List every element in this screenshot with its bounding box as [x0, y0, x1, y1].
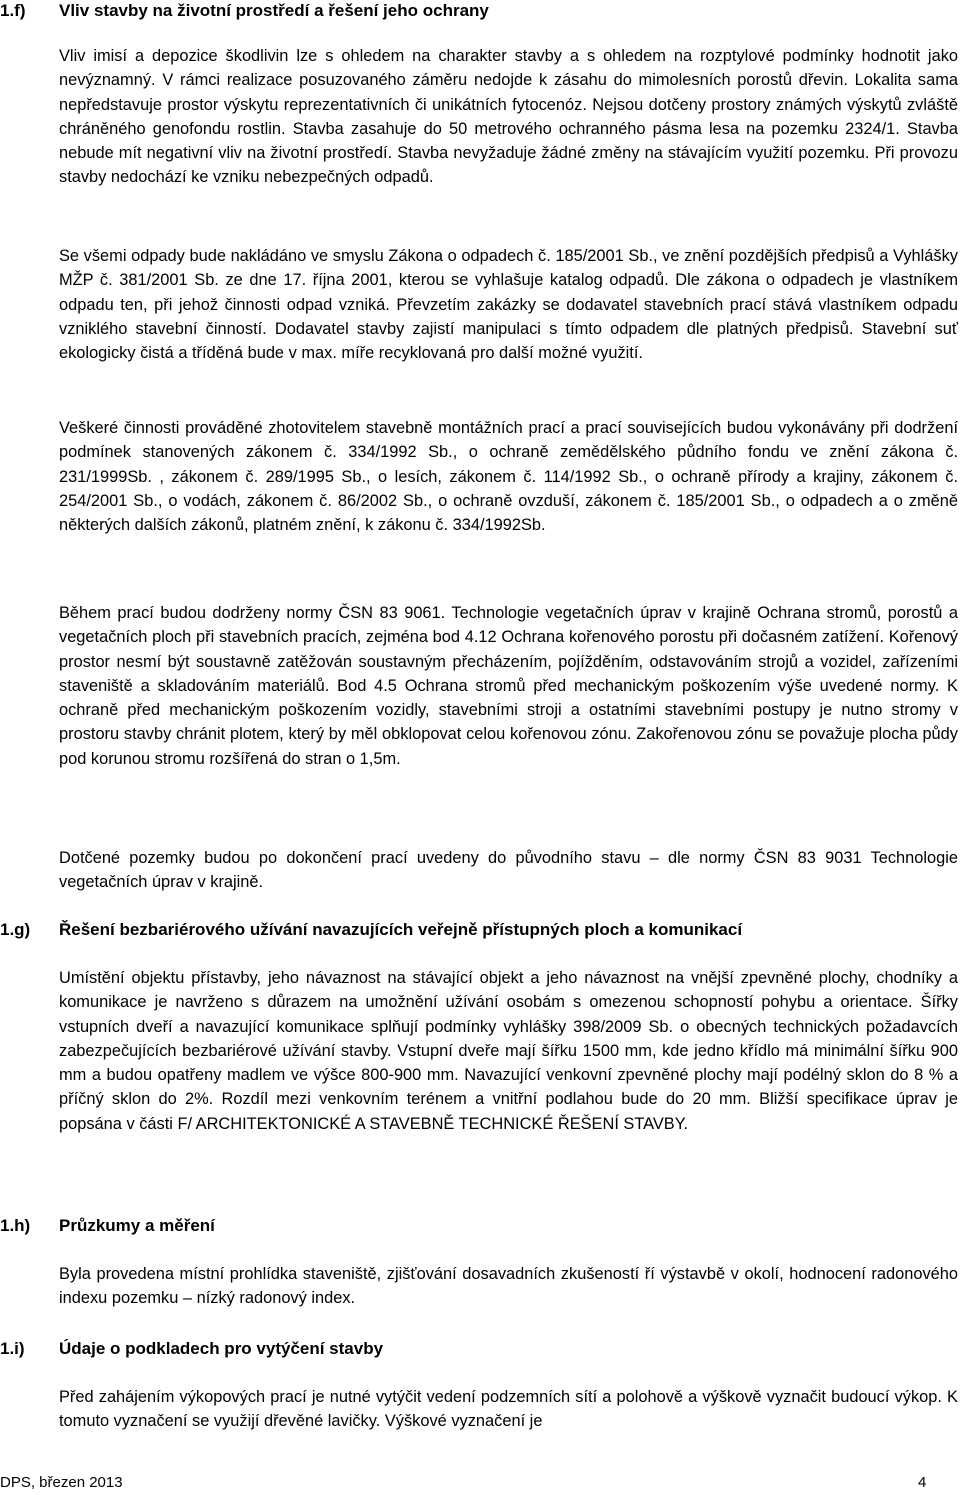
section-title: Vliv stavby na životní prostředí a řešení jeho ochrany [59, 1, 489, 20]
section-title: Řešení bezbariérového užívání navazujících veřejně přístupných ploch a komunikací [59, 920, 743, 939]
footer-page-number: 4 [918, 1474, 927, 1491]
section-number: 1.h) [0, 1216, 31, 1235]
paragraph: Byla provedena místní prohlídka staveniště, zjišťování dosavadních zkušeností ří výstavbě v okolí, hodnocení radonového indexu pozemku – nízký radonový index. [59, 1265, 958, 1308]
paragraph: Během prací budou dodrženy normy ČSN 83 9061. Technologie vegetačních úprav v krajině Ochrana stromů, porostů a vegetačních ploch při stavebních pracích, zejména bod 4.12 Ochrana kořenového porostu při dočasném zatížení. Kořenový prostor nesmí být soustavně zatěžován soustavným přecházením, pojížděním, odstavováním strojů a vozidel, zařízeními staveniště a skladováním materiálů. Bod 4.5 Ochrana stromů před mechanickým poškozením výše uvedené normy. K ochraně před mechanickým poškozením vozidly, stavebními stroji a ostatními stavebními postupy je nutno stromy v prostoru stavby chránit plotem, který by měl obklopovat celou kořenovou zónu. Zakořenovou zónu se považuje plocha půdy pod korunou stromu rozšířená do stran o 1,5m. [59, 604, 958, 768]
paragraph: Před zahájením výkopových prací je nutné vytýčit vedení podzemních sítí a polohově a výškově vyznačit budoucí výkop. K tomuto vyznačení se využijí dřevěné lavičky. Výškové vyznačení je [59, 1388, 958, 1431]
section-number: 1.g) [0, 920, 31, 939]
section-title: Údaje o podkladech pro vytýčení stavby [59, 1339, 384, 1358]
footer-document-info: DPS, březen 2013 [0, 1474, 123, 1491]
section-number: 1.i) [0, 1339, 25, 1358]
section-number: 1.f) [0, 1, 26, 20]
paragraph: Se všemi odpady bude nakládáno ve smyslu Zákona o odpadech č. 185/2001 Sb., ve znění pozdějších předpisů a Vyhlášky MŽP č. 381/2001 Sb. ze dne 17. října 2001, kterou se vyhlašuje katalog odpadů. Dle zákona o odpadech je vlastníkem odpadu ten, při jehož činnosti odpad vzniká. Převzetím zakázky se dodavatel stavebních prací stává vlastníkem odpadu vzniklého stavební činností. Dodavatel stavby zajistí manipulaci s tímto odpadem dle platných předpisů. Stavební suť ekologicky čistá a tříděná bude v max. míře recyklovaná pro další možné využití. [59, 247, 958, 363]
paragraph: Veškeré činnosti prováděné zhotovitelem stavebně montážních prací a prací souvisejících budou vykonávány při dodržení podmínek stanovených zákonem č. 334/1992 Sb., o ochraně zemědělského půdního fondu ve znění zákona č. 231/1999Sb. , zákonem č. 289/1995 Sb., o lesích, zákonem č. 114/1992 Sb., o ochraně přírody a krajiny, zákonem č. 254/2001 Sb., o vodách, zákonem č. 86/2002 Sb., o ochraně ovzduší, zákonem č. 185/2001 Sb., o odpadech a o změně některých dalších zákonů, platném znění, k zákonu č. 334/1992Sb. [59, 419, 958, 535]
paragraph: Umístění objektu přístavby, jeho návaznost na stávající objekt a jeho návaznost na vnější zpevněné plochy, chodníky a komunikace je navrženo s důrazem na umožnění užívání osobám s omezenou schopností pohybu a orientace. Šířky vstupních dveří a navazující komunikace splňují podmínky vyhlášky 398/2009 Sb. o obecných technických požadavcích zabezpečujících bezbariérové užívání stavby. Vstupní dveře mají šířku 1500 mm, kde jedno křídlo má minimální šířku 900 mm a budou opatřeny madlem ve výšce 800-900 mm. Navazující venkovní zpevněné plochy mají podélný sklon do 8 % a příčný sklon do 2%. Rozdíl mezi venkovním terénem a vnitřní podlahou bude do 20 mm. Bližší specifikace úprav je popsána v části F/ ARCHITEKTONICKÉ A STAVEBNĚ TECHNICKÉ ŘEŠENÍ STAVBY. [59, 969, 958, 1133]
paragraph: Vliv imisí a depozice škodlivin lze s ohledem na charakter stavby a s ohledem na rozptylové podmínky hodnotit jako nevýznamný. V rámci realizace posuzovaného záměru nedojde k zásahu do mimolesních porostů dřevin. Lokalita sama nepředstavuje prostor výskytu reprezentativních či unikátních fytocenóz. Nejsou dotčeny prostory známých výskytů zvláště chráněného genofondu rostlin. Stavba zasahuje do 50 metrového ochranného pásma lesa na pozemku 2324/1. Stavba nebude mít negativní vliv na životní prostředí. Stavba nevyžaduje žádné změny na stávajícím využití pozemku. Při provozu stavby nedochází ke vzniku nebezpečných odpadů. [59, 47, 958, 187]
section-title: Průzkumy a měření [59, 1216, 215, 1235]
paragraph: Dotčené pozemky budou po dokončení prací uvedeny do původního stavu – dle normy ČSN 83 9031 Technologie vegetačních úprav v krajině. [59, 849, 958, 892]
